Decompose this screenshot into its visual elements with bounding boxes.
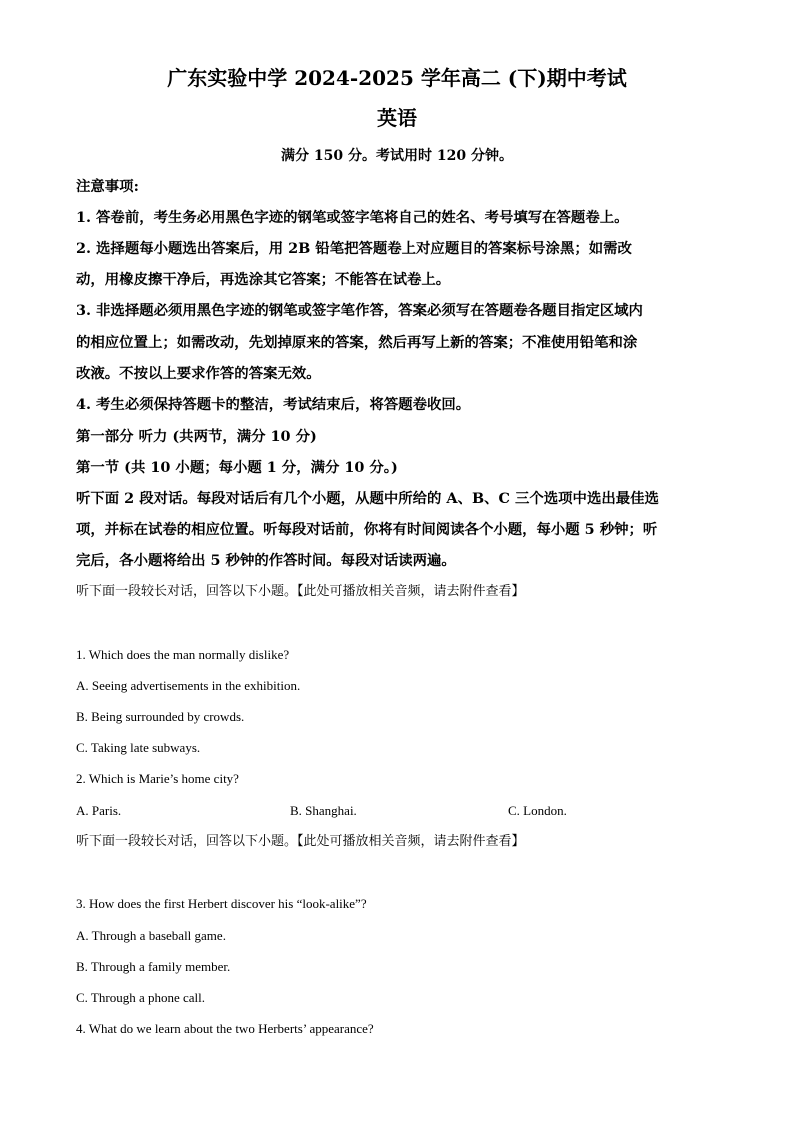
notes-heading: 注意事项:	[76, 178, 139, 195]
q3-option-b: B. Through a family member.	[76, 959, 231, 974]
exam-subject: 英语	[377, 106, 417, 130]
q1-option-a: A. Seeing advertisements in the exhibition.	[76, 678, 301, 693]
dialog-prompt-2: 听下面一段较长对话，回答以下小题。【此处可播放相关音频，请去附件查看】	[76, 834, 525, 849]
note-line-7: 4. 考生必须保持答题卡的整洁，考试结束后，将答题卷收回。	[76, 396, 471, 413]
note-line-2: 2. 选择题每小题选出答案后，用 2B 铅笔把答题卷上对应题目的答案标号涂黑；如需改	[76, 240, 632, 257]
instructions-line-2: 项，并标在试卷的相应位置。听每段对话前，你将有时间阅读各个小题，每小题 5 秒钟；听	[76, 521, 658, 538]
note-line-1: 1. 答卷前，考生务必用黑色字迹的钢笔或签字笔将自己的姓名、考号填写在答题卷上。	[76, 209, 629, 226]
q3-option-a: A. Through a baseball game.	[76, 928, 226, 943]
q3-stem: 3. How does the first Herbert discover his “look-alike”?	[76, 896, 367, 911]
q2-stem: 2. Which is Marie’s home city?	[76, 771, 239, 786]
q2-option-b: B. Shanghai.	[290, 803, 357, 818]
q4-stem: 4. What do we learn about the two Herberts’ appearance?	[76, 1021, 374, 1036]
q2-option-a: A. Paris.	[76, 803, 122, 818]
q1-option-c: C. Taking late subways.	[76, 740, 201, 755]
q1-option-b: B. Being surrounded by crowds.	[76, 709, 245, 724]
note-line-6: 改液。不按以上要求作答的答案无效。	[76, 365, 321, 382]
instructions-line-3: 完后，各小题将给出 5 秒钟的作答时间。每段对话读两遍。	[76, 552, 456, 569]
note-line-5: 的相应位置上；如需改动，先划掉原来的答案，然后再写上新的答案；不准使用铅笔和涂	[76, 334, 638, 351]
section1-title: 第一节 (共 10 小题；每小题 1 分，满分 10 分。)	[76, 459, 398, 476]
dialog-prompt-1: 听下面一段较长对话，回答以下小题。【此处可播放相关音频，请去附件查看】	[76, 584, 525, 599]
score-info: 满分 150 分。考试用时 120 分钟。	[281, 148, 513, 164]
note-line-4: 3. 非选择题必须用黑色字迹的钢笔或签字笔作答，答案必须写在答题卷各题目指定区域内	[76, 302, 643, 319]
part1-title: 第一部分 听力 (共两节，满分 10 分)	[76, 428, 317, 445]
q2-option-c: C. London.	[508, 803, 567, 818]
exam-title: 广东实验中学 2024-2025 学年高二 (下)期中考试	[167, 66, 627, 90]
q1-stem: 1. Which does the man normally dislike?	[76, 647, 290, 662]
q3-option-c: C. Through a phone call.	[76, 990, 206, 1005]
note-line-3: 动，用橡皮擦干净后，再选涂其它答案；不能答在试卷上。	[76, 271, 451, 288]
instructions-line-1: 听下面 2 段对话。每段对话后有几个小题，从题中所给的 A、B、C 三个选项中选出最佳选	[76, 490, 659, 507]
